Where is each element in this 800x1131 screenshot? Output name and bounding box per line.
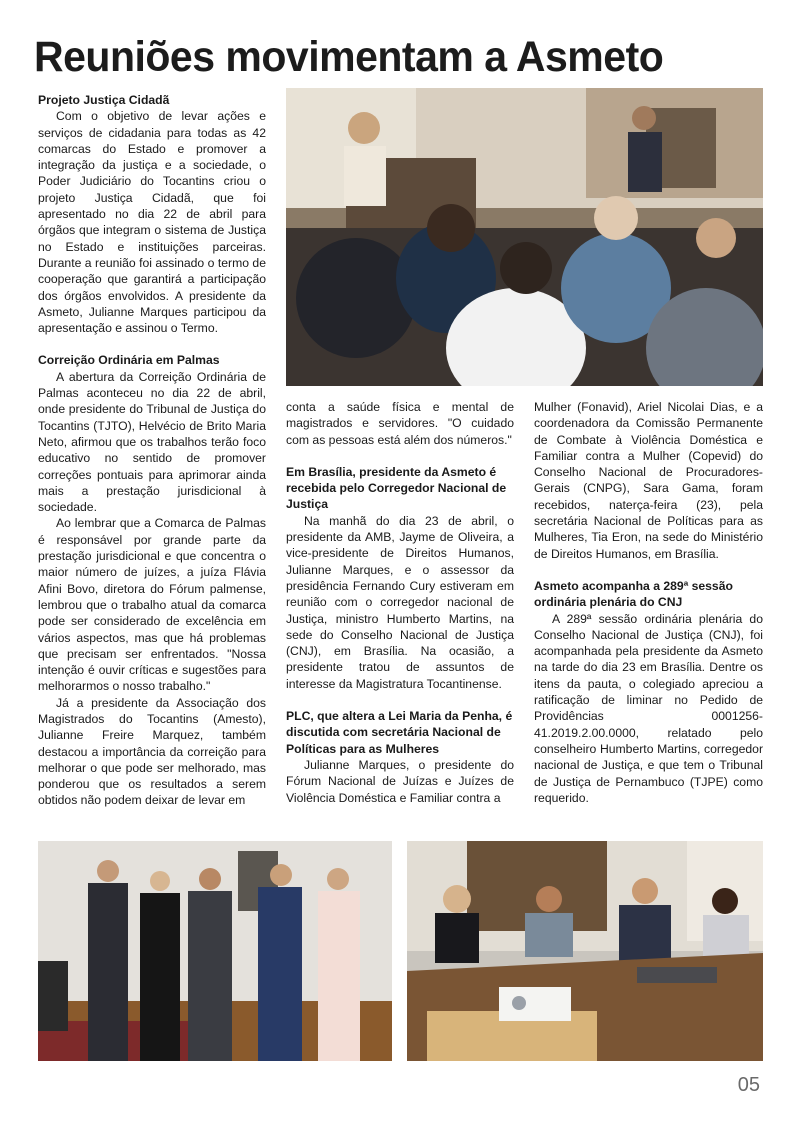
section-body-plc: Julianne Marques, o presidente do Fórum Nacional de Juízas e Juízes de Violência Doméstica e Familiar contra a — [286, 757, 514, 805]
section-title-correicao: Correição Ordinária em Palmas — [38, 353, 220, 368]
page-headline: Reuniões movimentam a Asmeto — [34, 32, 664, 81]
photo-meeting-table — [407, 841, 763, 1061]
section-title-cnj: Asmeto acompanha a 289ª sessão ordinária plenária do CNJ — [534, 578, 733, 610]
section-title-plc: PLC, que altera a Lei Maria da Penha, é discutida com secretária Nacional de Políticas para as Mulheres — [286, 709, 513, 756]
column-3 — [534, 399, 763, 806]
page-number: 05 — [737, 1074, 760, 1096]
column-2 — [286, 399, 514, 806]
section-body-correicao-continued: conta a saúde física e mental de magistrados e servidores. "O cuidado com as pessoas está além dos números." — [286, 400, 514, 447]
section-body-brasilia: Na manhã do dia 23 de abril, o presidente da AMB, Jayme de Oliveira, a vice-presidente de Direitos Humanos, Julianne Marques, e o assessor da presidência Fernando Cury estiveram em reunião com o corregedor nacional de Justiça, ministro Humberto Martins, na sede do Conselho Nacional de Justiça (CNJ), em Brasília. Na ocasião, a presidente tratou de assuntos de interesse da Magistratura Tocantinense. — [286, 513, 514, 691]
section-body-correicao-p3: Já a presidente da Associação dos Magistrados do Tocantins (Amesto), Julianne Freire Marquez, também destacou a importância da correição para melhorar o que pode ser melhorado, mas ponderou que os resultados a serem obtidos não podem deixar de levar em — [38, 695, 266, 808]
section-body-correicao-p2: Ao lembrar que a Comarca de Palmas é responsável por grande parte da prestação jurisdicional e que concentra o maior número de juízes, a juíza Flávia Afini Bovo, diretora do Fórum palmense, lembrou que o trabalho atual da comarca pode ser considerado de excelência em vários aspectos, mas que há problemas que precisam ser enfrentados. "Nossa intenção é ouvir críticas e sugestões para melhorarmos o nosso trabalho." — [38, 516, 266, 694]
photo-auditorium-presentation — [286, 88, 763, 386]
section-body-correicao-p1: A abertura da Correição Ordinária de Palmas aconteceu no dia 22 de abril, onde presidente do Tribunal de Justiça do Tocantins (TJTO), Helvécio de Brito Maria Neto, afirmou que os trabalhos terão foco educativo no sentido de promover correções pontuais para aprimorar ainda mais a prestação jurisdicional à sociedade. — [38, 369, 266, 515]
section-body-plc-continued: Mulher (Fonavid), Ariel Nicolai Dias, e a coordenadora da Comissão Permanente de Combate à Violência Doméstica e Familiar contra a Mulher (Copevid) do Conselho Nacional de Procuradores-Gerais (CNPG), Sara Gama, foram recebidos, naterça-feira (23), pela secretária Nacional de Políticas para as Mulheres, Tia Eron, na sede do Ministério de Direitos Humanos, em Brasília. — [534, 400, 763, 561]
section-body-justica-cidada: Com o objetivo de levar ações e serviços de cidadania para todas as 42 comarcas do Estado e promover a integração da justiça e a sociedade, o Poder Judiciário do Tocantins criou o projeto Justiça Cidadã, que foi apresentado no dia 22 de abril para órgãos que integram o sistema de Justiça no Estado e instituições parceiras. Durante a reunião foi assinado o termo de cooperação que garantirá a participação dos órgãos envolvidos. A presidente da Asmeto, Julianne Marques participou da apresentação e assinou o Termo. — [38, 109, 266, 336]
section-title-brasilia: Em Brasília, presidente da Asmeto é recebida pelo Corregedor Nacional de Justiça — [286, 464, 507, 512]
section-title-justica-cidada: Projeto Justiça Cidadã — [38, 93, 170, 107]
column-1 — [38, 92, 266, 809]
photo-group-portrait — [38, 841, 392, 1061]
section-body-cnj: A 289ª sessão ordinária plenária do Conselho Nacional de Justiça (CNJ), foi acompanhada pela presidente da Asmeto na tarde do dia 23 em Brasília. Dentre os itens da pauta, o colegiado apreciou a ratificação de liminar no Pedido de Providências 0001256-41.2019.2.00.0000, relatado pelo conselheiro Humberto Martins, corregedor nacional de Justiça, e que tem o Tribunal de Justiça de Pernambuco (TJPE) como requerido. — [534, 611, 763, 805]
